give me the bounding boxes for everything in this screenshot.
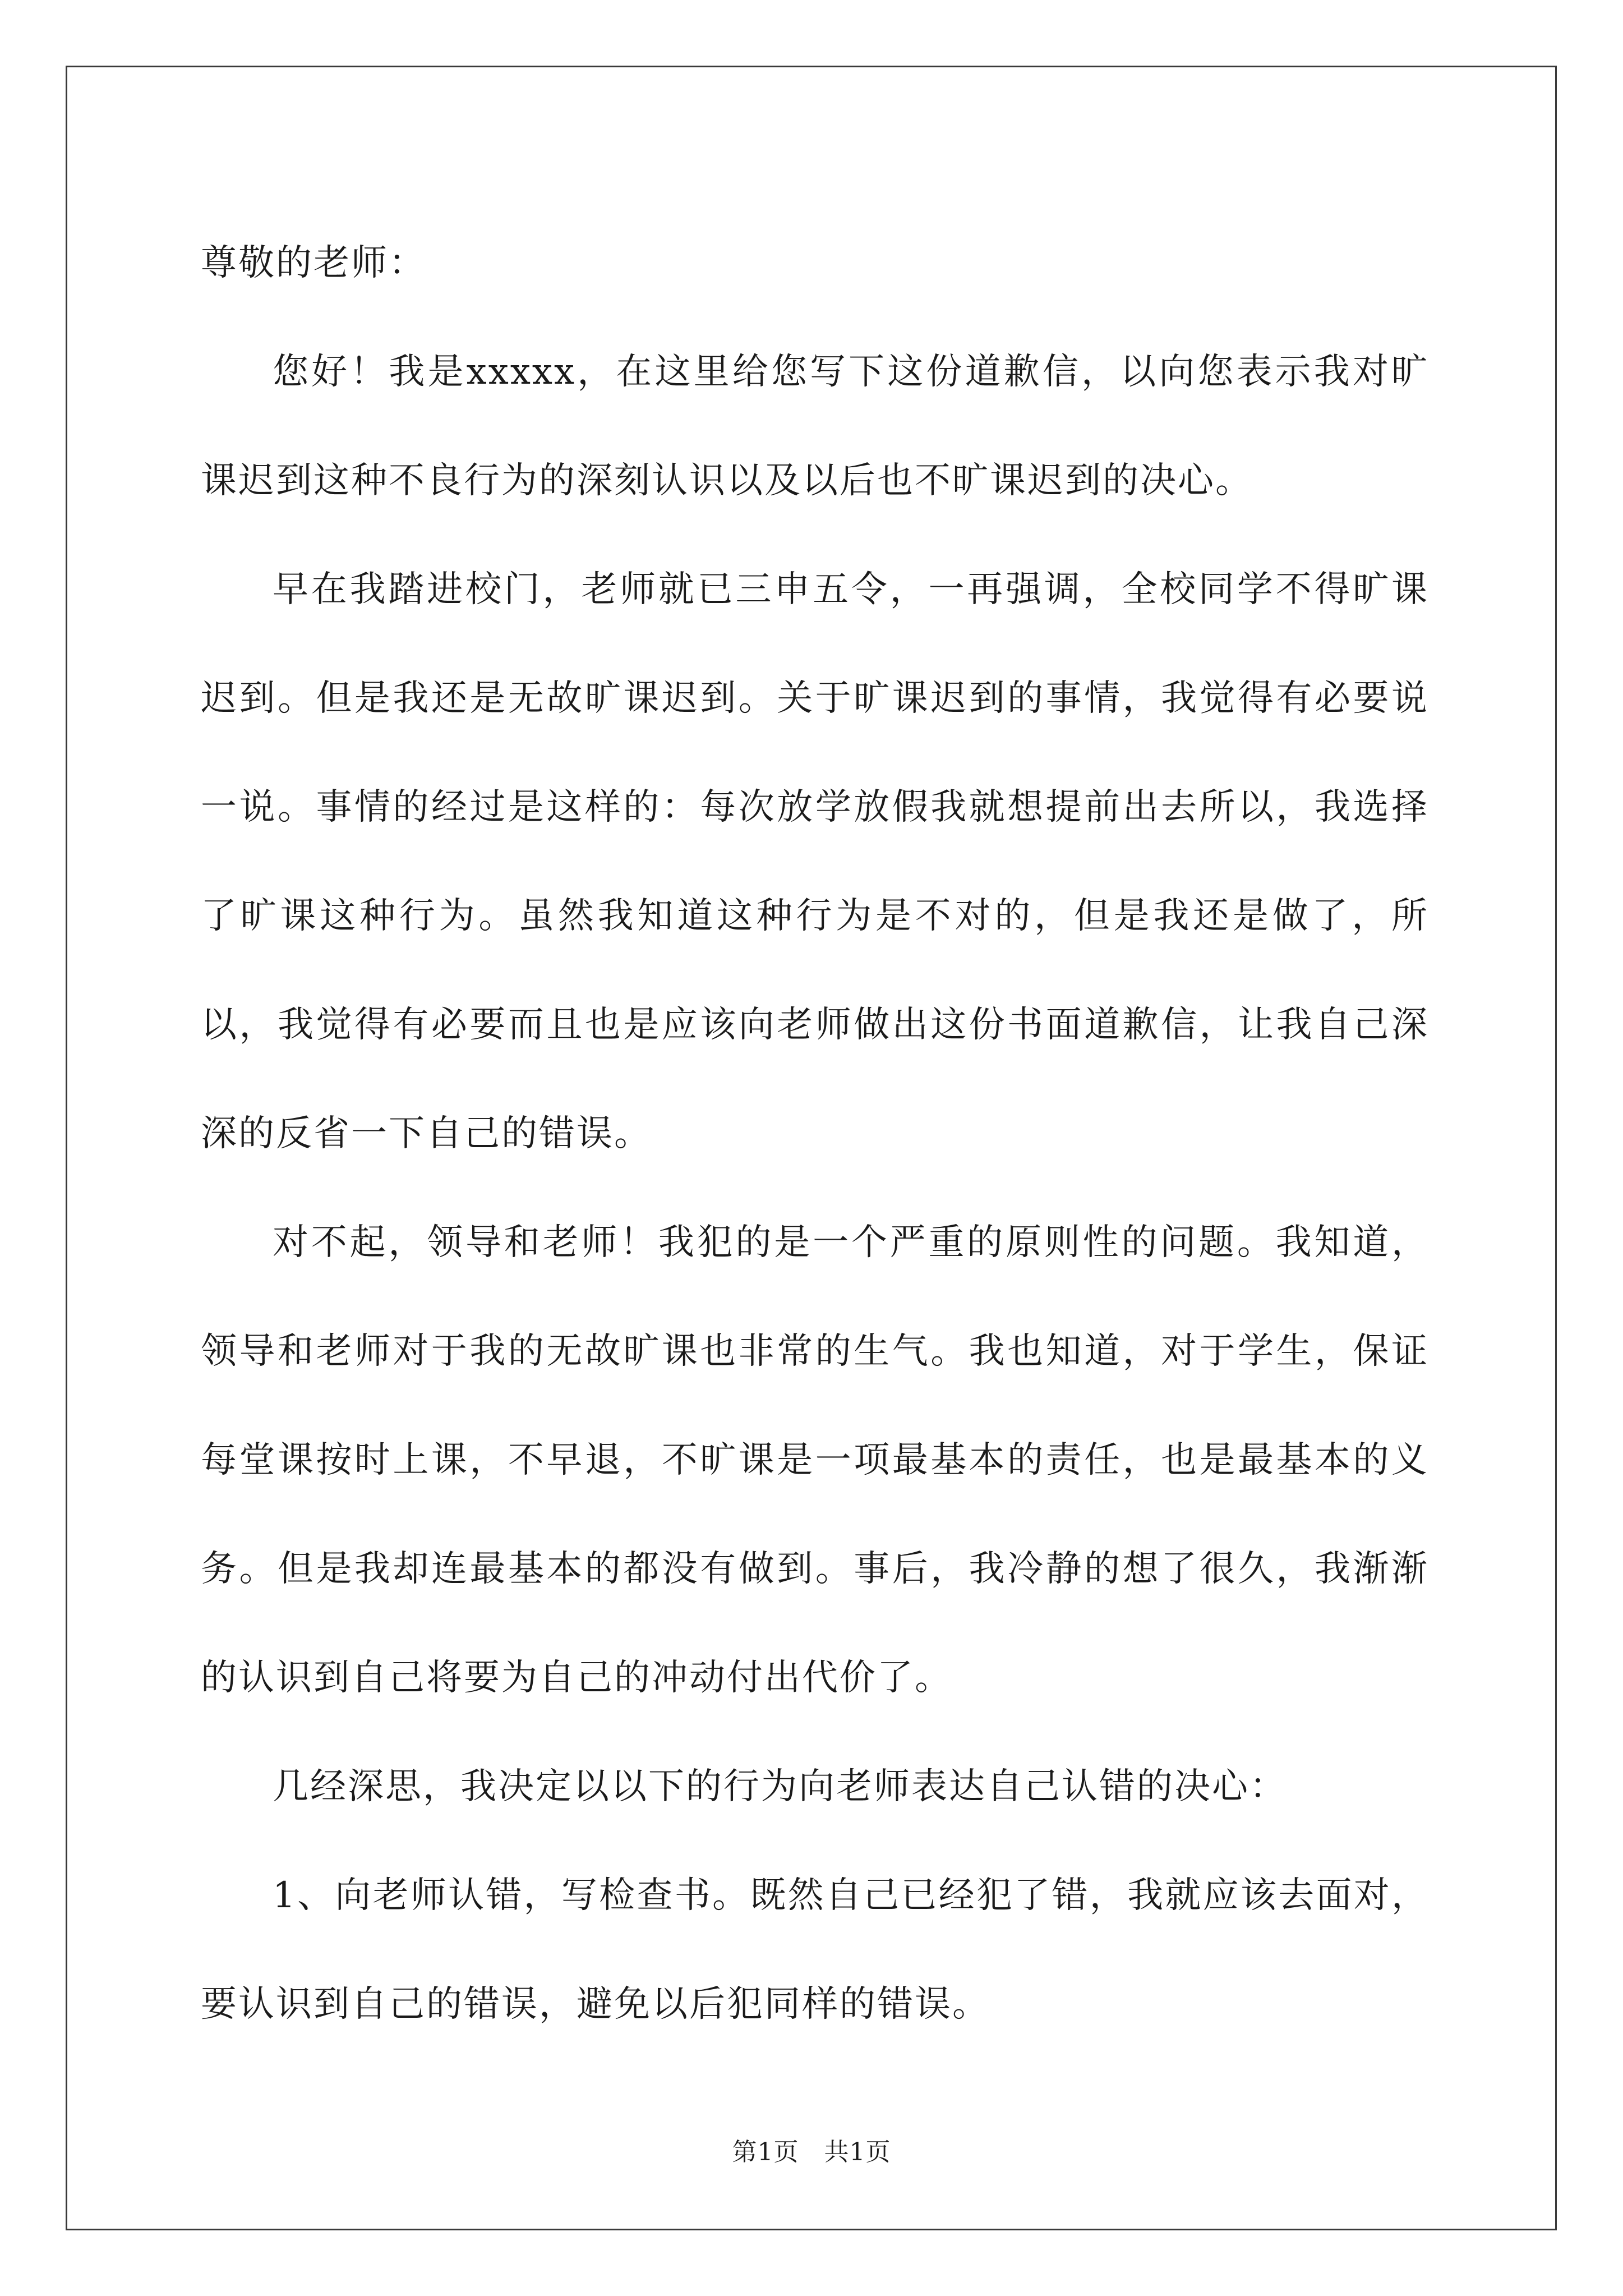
paragraph-point-1: 1、向老师认错，写检查书。既然自己已经犯了错，我就应该去面对，要认识到自己的错误，避免以后犯同样的错误。 [201,1875,1429,2025]
salutation: 尊敬的老师： [201,242,426,284]
letter-body [201,209,1429,2059]
page-footer: 第1页 共1页 [732,2138,891,2166]
paragraph-decision: 几经深思，我决定以以下的行为向老师表达自己认错的决心： [273,1766,1287,1807]
paragraph-greeting: 您好！我是xxxxx，在这里给您写下这份道歉信，以向您表示我对旷课迟到这种不良行为的深刻认识以及以后也不旷课迟到的决心。 [201,351,1429,501]
paragraph-apology: 对不起，领导和老师！我犯的是一个严重的原则性的问题。我知道，领导和老师对于我的无故旷课也非常的生气。我也知道，对于学生，保证每堂课按时上课，不早退，不旷课是一项最基本的责任，也是最基本的义务。但是我却连最基本的都没有做到。事后，我冷静的想了很久，我渐渐的认识到自己将要为自己的冲动付出代价了。 [201,1222,1429,1699]
paragraph-background: 早在我踏进校门，老师就已三申五令，一再强调，全校同学不得旷课迟到。但是我还是无故旷课迟到。关于旷课迟到的事情，我觉得有必要说一说。事情的经过是这样的：每次放学放假我就想提前出去所以，我选择了旷课这种行为。虽然我知道这种行为是不对的，但是我还是做了，所以，我觉得有必要而且也是应该向老师做出这份书面道歉信，让我自己深深的反省一下自己的错误。 [201,569,1429,1154]
